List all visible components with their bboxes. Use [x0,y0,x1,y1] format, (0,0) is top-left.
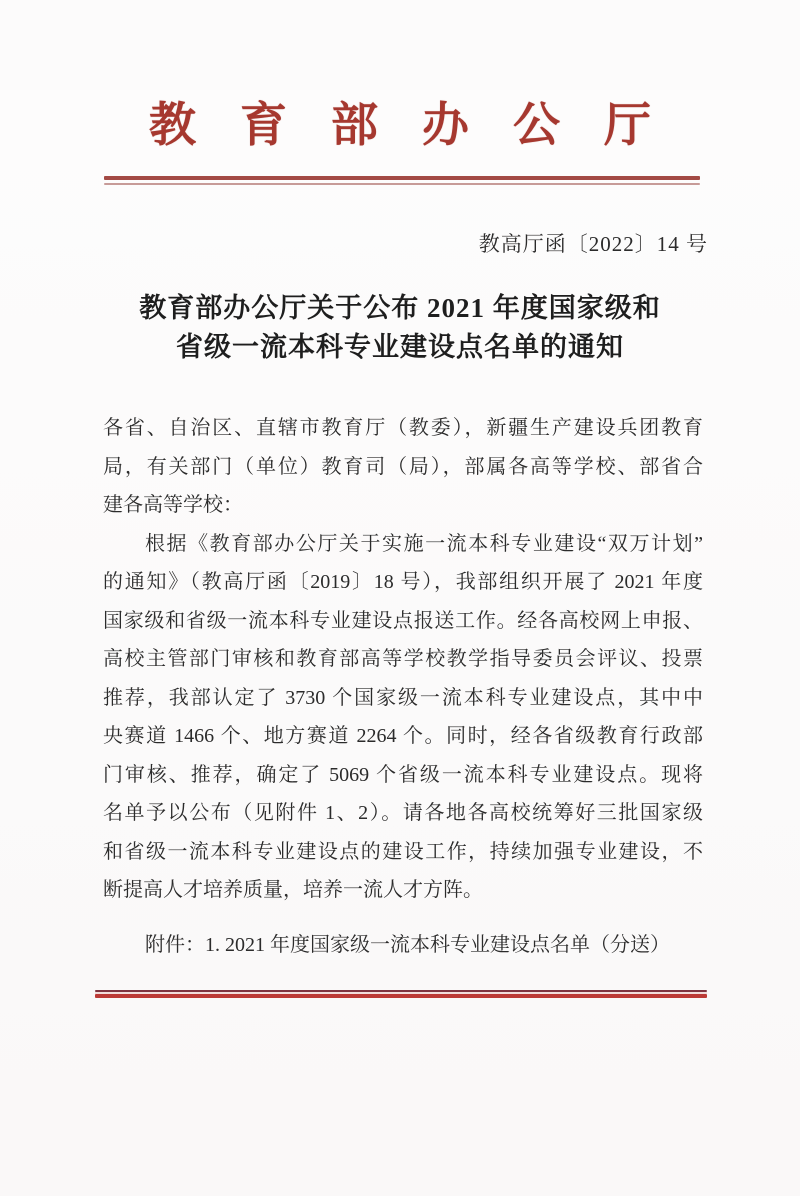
document-number: 教高厅函〔2022〕14 号 [478,232,708,256]
body-line: 国家级和省级一流本科专业建设点报送工作。经各高校网上申报、 [103,609,703,632]
footer-divider-thick-line [95,994,707,998]
divider-thin-line [104,183,700,185]
body-line: 建各高等学校： [103,494,243,516]
letterhead-title: 教育部办公厅 [149,99,695,152]
document-body [103,409,703,910]
body-line: 断提高人才培养质量，培养一流人才方阵。 [103,879,483,901]
body-line: 门审核、推荐，确定了 5069 个省级一流本科专业建设点。现将 [103,763,703,786]
body-line: 局，有关部门（单位）教育司（局），部属各高等学校、部省合 [103,455,703,478]
body-line: 的通知》（教高厅函〔2019〕18 号），我部组织开展了 2021 年度 [103,571,703,593]
body-line: 推荐，我部认定了 3730 个国家级一流本科专业建设点，其中中 [103,686,703,709]
document-title-line-2: 省级一流本科专业建设点名单的通知 [176,332,624,362]
body-line: 各省、自治区、直辖市教育厅（教委），新疆生产建设兵团教育 [103,417,703,439]
body-line: 和省级一流本科专业建设点的建设工作，持续加强专业建设，不 [103,840,703,863]
body-line: 根据《教育部办公厅关于实施一流本科专业建设“双万计划” [145,532,703,555]
body-line: 央赛道 1466 个、地方赛道 2264 个。同时，经各省级教育行政部 [103,725,703,747]
body-line: 高校主管部门审核和教育部高等学校教学指导委员会评议、投票 [103,648,703,670]
attachment-line: 附件：1. 2021 年度国家级一流本科专业建设点名单（分送） [145,933,670,956]
document-title-line-1: 教育部办公厅关于公布 2021 年度国家级和 [139,293,661,323]
letterhead-divider [104,176,700,185]
footer-divider [95,990,707,998]
document-title [0,289,800,367]
body-line: 名单予以公布（见附件 1、2）。请各地各高校统筹好三批国家级 [103,802,703,824]
official-document-page [0,90,800,1196]
letterhead [0,90,800,152]
